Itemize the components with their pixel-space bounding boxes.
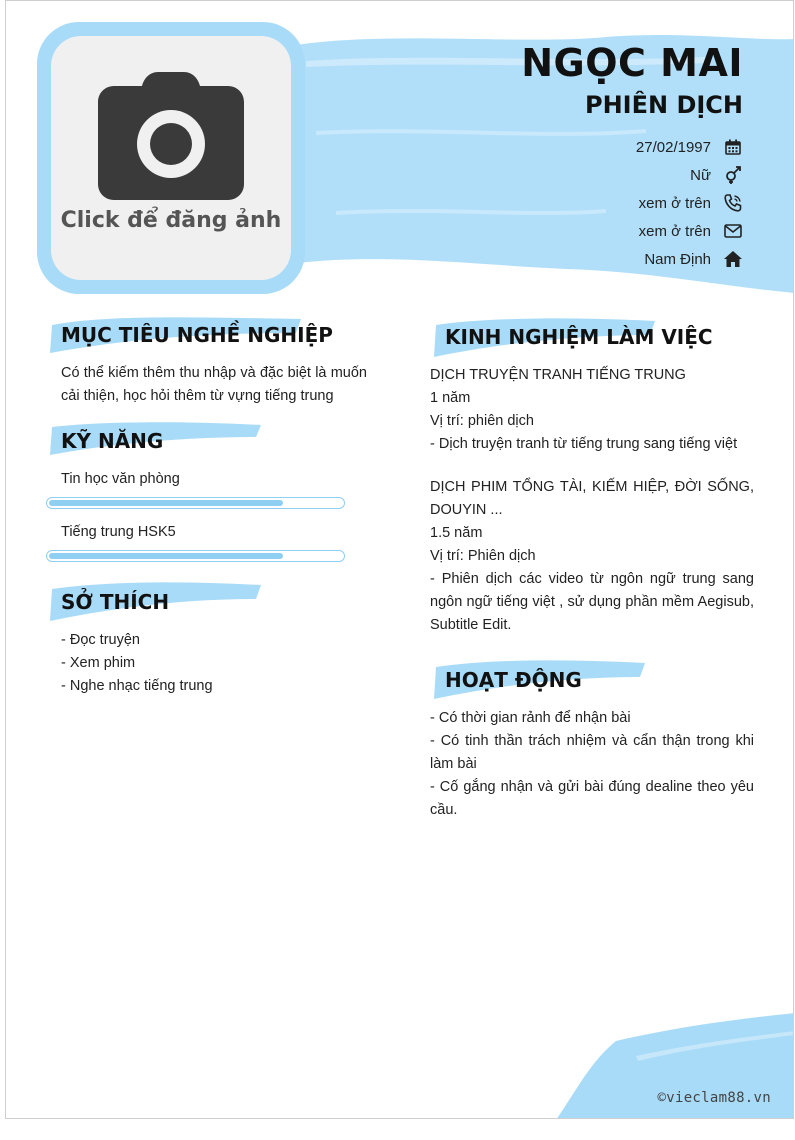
birthday-row: [521, 133, 743, 161]
skill-progress-bar: [46, 550, 345, 562]
job-position: Vị trí: Phiên dịch: [430, 548, 536, 564]
activities-list: [430, 707, 754, 822]
header-info: [521, 41, 743, 273]
gender-icon: [723, 165, 743, 185]
job-duration: 1 năm: [430, 390, 471, 406]
objective-title: MỤC TIÊU NGHỀ NGHIỆP: [61, 323, 333, 347]
hobbies-title: SỞ THÍCH: [61, 590, 170, 614]
hobby-item: - Xem phim: [61, 655, 136, 671]
candidate-name: NGỌC MAI: [521, 41, 743, 85]
experience-job: [430, 476, 754, 637]
gender-row: [521, 161, 743, 189]
hobby-item: - Đọc truyện: [61, 632, 140, 648]
activity-item: - Cố gắng nhận và gửi bài đúng dealine theo yêu cầu.: [430, 779, 754, 818]
activity-item: - Có thời gian rảnh để nhận bài: [430, 710, 631, 726]
job-position: Vị trí: phiên dịch: [430, 413, 534, 429]
avatar-upload[interactable]: [51, 36, 291, 280]
skill-progress-fill: [49, 553, 283, 559]
job-description: - Phiên dịch các video từ ngôn ngữ trung sang ngôn ngữ tiếng việt , sử dụng phần mềm Aegisub, Subtitle Edit.: [430, 571, 754, 633]
skill-progress-bar: [46, 497, 345, 509]
avatar-frame: [37, 22, 305, 294]
job-description: - Dịch truyện tranh từ tiếng trung sang tiếng việt: [430, 436, 738, 452]
phone-row: [521, 189, 743, 217]
email-row: [521, 217, 743, 245]
camera-icon: [98, 72, 244, 200]
experience-job: [430, 364, 754, 456]
hobby-item: - Nghe nhạc tiếng trung: [61, 678, 213, 694]
upload-photo-label: Click để đăng ảnh: [60, 208, 282, 233]
cv-page: [5, 0, 794, 1119]
email-value: xem ở trên: [638, 222, 711, 240]
activities-title: HOẠT ĐỘNG: [445, 668, 582, 692]
home-icon: [723, 249, 743, 269]
gender-value: Nữ: [690, 166, 711, 184]
phone-value: xem ở trên: [638, 194, 711, 212]
job-name: DỊCH PHIM TỔNG TÀI, KIẾM HIỆP, ĐỜI SỐNG, DOUYIN ...: [430, 479, 754, 518]
skill-label: Tin học văn phòng: [61, 471, 180, 487]
hobbies-list: [61, 629, 367, 698]
address-value: Nam Định: [644, 250, 711, 268]
activity-item: - Có tinh thần trách nhiệm và cẩn thận trong khi làm bài: [430, 733, 754, 772]
address-row: [521, 245, 743, 273]
birthday-value: 27/02/1997: [635, 138, 711, 156]
skills-title: KỸ NĂNG: [61, 429, 164, 453]
skill-progress-fill: [49, 500, 283, 506]
job-title: PHIÊN DỊCH: [585, 91, 743, 119]
skill-label: Tiếng trung HSK5: [61, 524, 176, 540]
objective-text: Có thể kiếm thêm thu nhập và đặc biệt là muốn cải thiện, học hỏi thêm từ vựng tiếng trung: [61, 365, 367, 404]
job-name: DỊCH TRUYỆN TRANH TIẾNG TRUNG: [430, 367, 686, 383]
phone-icon: [723, 193, 743, 213]
job-duration: 1.5 năm: [430, 525, 483, 541]
watermark: ©vieclam88.vn: [657, 1090, 771, 1106]
experience-title: KINH NGHIỆM LÀM VIỆC: [445, 325, 713, 349]
calendar-icon: [723, 137, 743, 157]
envelope-icon: [723, 221, 743, 241]
personal-info: [521, 133, 743, 273]
